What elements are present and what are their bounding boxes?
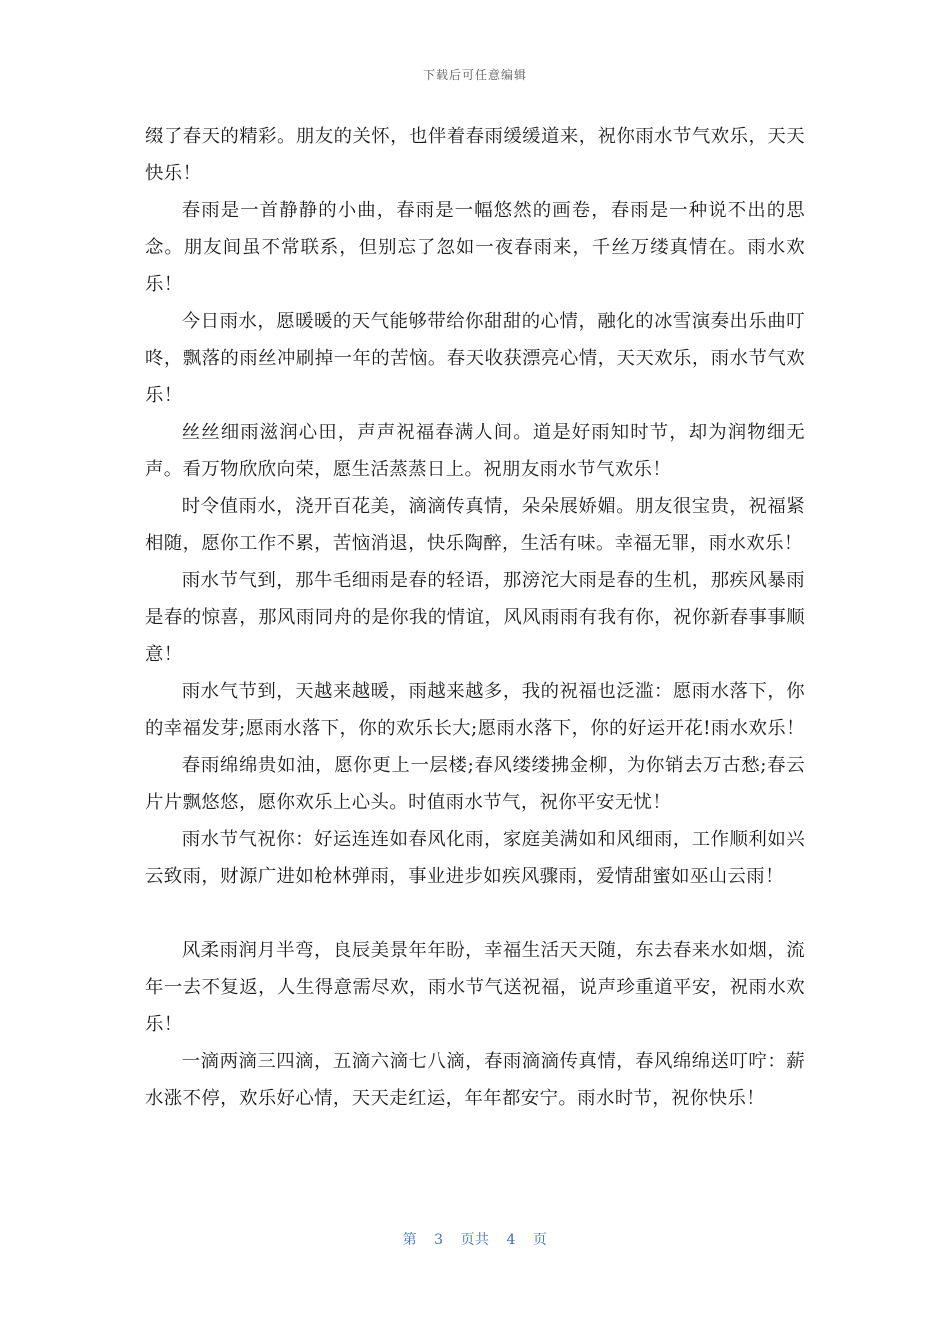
footer-current-page: 3	[434, 1232, 444, 1248]
footer-prefix: 第	[402, 1232, 418, 1248]
footer-suffix: 页	[532, 1232, 548, 1248]
paragraph: 春雨是一首静静的小曲，春雨是一幅悠然的画卷，春雨是一种说不出的思念。朋友间虽不常联系，但别忘了忽如一夜春雨来，千丝万缕真情在。雨水欢乐！	[145, 200, 805, 295]
paragraph: 风柔雨润月半弯，良辰美景年年盼，幸福生活天天随，东去春来水如烟，流年一去不复返，人生得意需尽欢，雨水节气送祝福，说声珍重道平安，祝雨水欢乐！	[145, 940, 805, 1035]
page-header: 下载后可任意编辑	[422, 68, 527, 82]
paragraph: 时令值雨水，浇开百花美，滴滴传真情，朵朵展娇媚。朋友很宝贵，祝福紧相随，愿你工作不累，苦恼消退，快乐陶醉，生活有味。幸福无罪，雨水欢乐！	[145, 496, 805, 554]
paragraph: 一滴两滴三四滴，五滴六滴七八滴，春雨滴滴传真情，春风绵绵送叮咛：薪水涨不停，欢乐好心情，天天走红运，年年都安宁。雨水时节，祝你快乐！	[145, 1051, 805, 1109]
paragraph: 今日雨水，愿暖暖的天气能够带给你甜甜的心情，融化的冰雪演奏出乐曲叮咚，飘落的雨丝冲刷掉一年的苦恼。春天收获漂亮心情，天天欢乐，雨水节气欢乐！	[145, 311, 805, 406]
paragraph: 雨水节气祝你：好运连连如春风化雨，家庭美满如和风细雨，工作顺利如兴云致雨，财源广进如枪林弹雨，事业进步如疾风骤雨，爱情甜蜜如巫山云雨！	[145, 829, 805, 887]
paragraph: 雨水节气到，那牛毛细雨是春的轻语，那滂沱大雨是春的生机，那疾风暴雨是春的惊喜，那风雨同舟的是你我的情谊，风风雨雨有我有你，祝你新春事事顺意！	[145, 570, 805, 665]
document-body	[145, 118, 805, 1117]
paragraph-continued: 缀了春天的精彩。朋友的关怀，也伴着春雨缓缓道来，祝你雨水节气欢乐，天天快乐！	[145, 126, 805, 184]
paragraph: 丝丝细雨滋润心田，声声祝福春满人间。道是好雨知时节，却为润物细无声。看万物欣欣向荣，愿生活蒸蒸日上。祝朋友雨水节气欢乐！	[145, 422, 805, 480]
page-footer	[0, 1229, 950, 1249]
paragraph: 雨水气节到，天越来越暖，雨越来越多，我的祝福也泛滥：愿雨水落下，你的幸福发芽;愿雨水落下，你的欢乐长大;愿雨水落下，你的好运开花!雨水欢乐！	[145, 681, 805, 739]
paragraph: 春雨绵绵贵如油，愿你更上一层楼;春风缕缕拂金柳，为你销去万古愁;春云片片飘悠悠，愿你欢乐上心头。时值雨水节气，祝你平安无忧！	[145, 755, 805, 813]
footer-total-pages: 4	[506, 1232, 516, 1248]
paragraph-gap	[145, 895, 805, 932]
footer-middle: 页共	[460, 1232, 490, 1248]
